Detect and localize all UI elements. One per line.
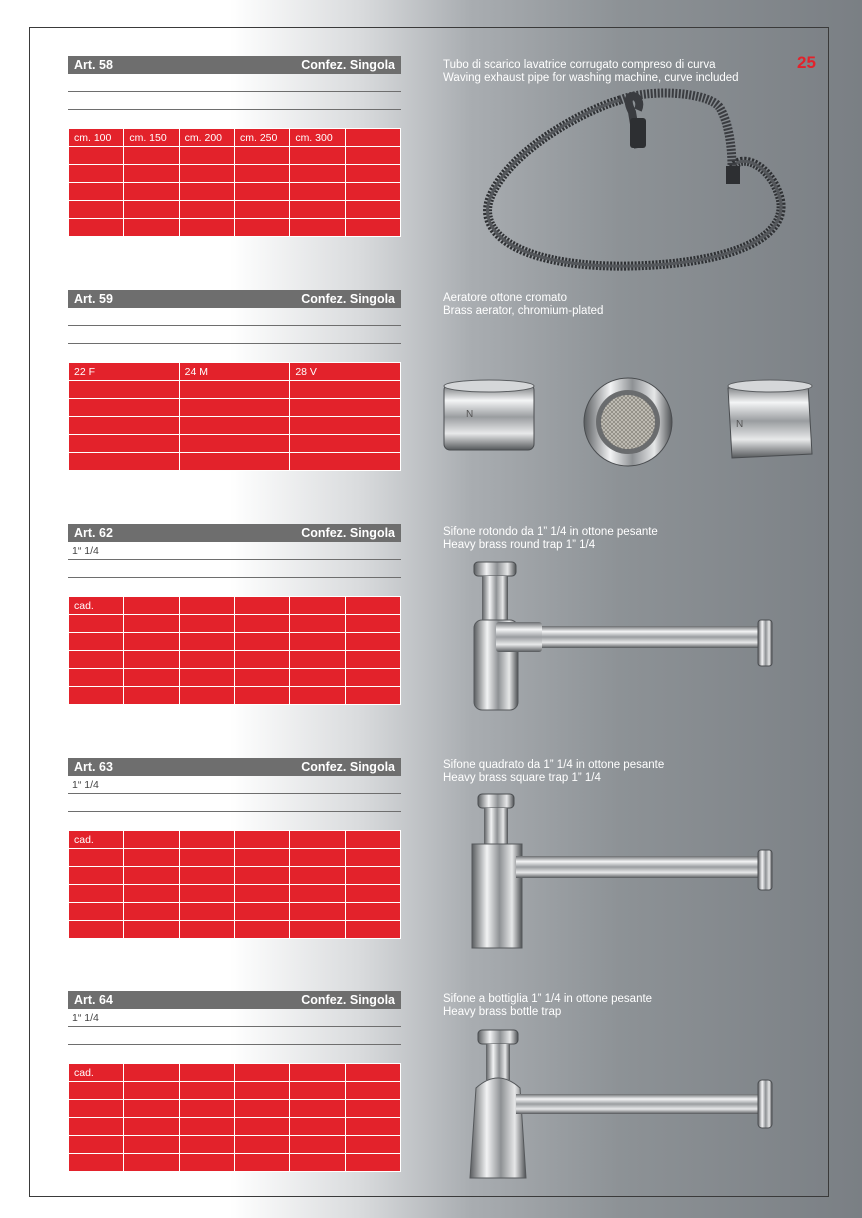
price-grid — [68, 596, 401, 705]
divider — [68, 326, 401, 344]
grid-cell: cm. 200 — [179, 129, 234, 147]
square-trap-image — [466, 792, 786, 952]
description-en: Waving exhaust pipe for washing machine, curve included — [443, 72, 739, 84]
svg-text:N: N — [736, 419, 744, 430]
description-en: Brass aerator, chromium-plated — [443, 305, 604, 317]
price-grid — [68, 128, 401, 237]
divider — [68, 794, 401, 812]
description-en: Heavy brass round trap 1” 1/4 — [443, 539, 596, 551]
article-number: Art. 63 — [74, 760, 113, 774]
grid-cell: 24 M — [179, 363, 290, 381]
grid-cell: 28 V — [290, 363, 401, 381]
section-art-58 — [68, 56, 401, 237]
article-number: Art. 62 — [74, 526, 113, 540]
pack-type: Confez. Singola — [301, 58, 395, 72]
size-line: 1“ 1/4 — [68, 1009, 401, 1027]
divider — [68, 92, 401, 110]
grid-cell: 22 F — [69, 363, 180, 381]
pack-type: Confez. Singola — [301, 292, 395, 306]
pack-type: Confez. Singola — [301, 526, 395, 540]
description-en: Heavy brass bottle trap — [443, 1006, 562, 1018]
description-art-63 — [443, 759, 803, 785]
section-art-64 — [68, 991, 401, 1172]
description-art-58 — [443, 59, 803, 85]
grid-cell: cm. 300 — [290, 129, 345, 147]
grid-cell: cm. 150 — [124, 129, 179, 147]
size-line — [68, 308, 401, 326]
description-it: Sifone quadrato da 1” 1/4 in ottone pesante — [443, 759, 665, 771]
section-header — [68, 290, 401, 308]
article-number: Art. 59 — [74, 292, 113, 306]
description-art-64 — [443, 993, 803, 1019]
description-it: Aeratore ottone cromato — [443, 292, 568, 304]
size-line — [68, 74, 401, 92]
svg-text:N: N — [466, 409, 474, 420]
section-art-63 — [68, 758, 401, 939]
description-art-62 — [443, 526, 803, 552]
divider — [68, 1027, 401, 1045]
size-line: 1“ 1/4 — [68, 776, 401, 794]
divider — [68, 560, 401, 578]
section-art-62 — [68, 524, 401, 705]
description-art-59 — [443, 292, 803, 318]
price-grid — [68, 362, 401, 471]
description-en: Heavy brass square trap 1” 1/4 — [443, 772, 601, 784]
section-art-59 — [68, 290, 401, 471]
size-line: 1“ 1/4 — [68, 542, 401, 560]
grid-cell — [345, 129, 400, 147]
grid-cell: cad. — [69, 597, 124, 615]
pack-type: Confez. Singola — [301, 993, 395, 1007]
description-it: Sifone rotondo da 1” 1/4 in ottone pesante — [443, 526, 658, 538]
description-it: Sifone a bottiglia 1” 1/4 in ottone pesante — [443, 993, 653, 1005]
section-header — [68, 758, 401, 776]
pack-type: Confez. Singola — [301, 760, 395, 774]
article-number: Art. 58 — [74, 58, 113, 72]
grid-cell: cm. 100 — [69, 129, 124, 147]
grid-cell: cad. — [69, 831, 124, 849]
grid-cell: cad. — [69, 1064, 124, 1082]
page-number: 25 — [797, 53, 816, 72]
article-number: Art. 64 — [74, 993, 113, 1007]
corrugated-hose-image — [470, 88, 800, 278]
price-grid — [68, 830, 401, 939]
section-header — [68, 56, 401, 74]
round-trap-image — [466, 560, 786, 720]
aerators-image — [436, 372, 826, 472]
section-header — [68, 991, 401, 1009]
bottle-trap-image — [466, 1028, 786, 1188]
price-grid — [68, 1063, 401, 1172]
section-header — [68, 524, 401, 542]
description-it: Tubo di scarico lavatrice corrugato compreso di curva — [443, 59, 716, 71]
grid-cell: cm. 250 — [234, 129, 289, 147]
